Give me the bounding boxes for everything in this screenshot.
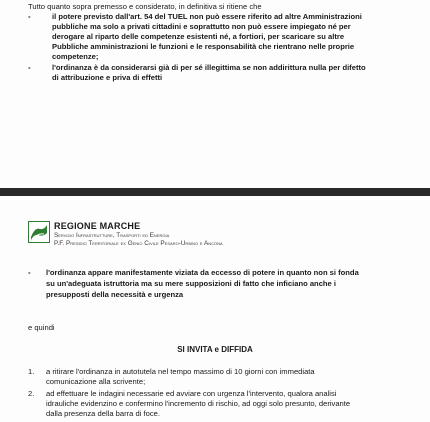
bullet1-line: derogare al riparto delle competenze esistenti né, a fortiori, per scaricare su altre bbox=[52, 32, 345, 41]
bullet1-line: competenze; bbox=[52, 52, 99, 61]
bullet-line: l'ordinanza appare manifestamente viziata da eccesso di potere in quanto non si fonda bbox=[46, 268, 359, 277]
header-subtitle: Servizio Infrastrutture, Trasporti ed Energia bbox=[54, 232, 170, 239]
bullet-dash: - bbox=[28, 12, 31, 21]
item-number: 1. bbox=[28, 367, 35, 376]
page-separator bbox=[0, 188, 430, 196]
item2-line: idrauliche evidenzino e confermino l'incremento di rischio, ad oggi solo presunto, derivante bbox=[46, 399, 351, 408]
item1-line: comunicazione alla scrivente; bbox=[46, 377, 146, 386]
item1-line: a ritirare l'ordinanza in autotutela nel tempo massimo di 10 giorni con immediata bbox=[46, 367, 315, 376]
header-title: REGIONE MARCHE bbox=[54, 221, 141, 231]
regione-marche-logo-icon bbox=[28, 221, 50, 243]
bullet-dash: - bbox=[28, 63, 31, 72]
item-number: 2. bbox=[28, 389, 35, 398]
intro-text: Tutto quanto sopra premesso e considerato, in definitiva si ritiene che bbox=[28, 2, 262, 11]
header-subtitle: P.F. Presidio Territoriale ex Genio Civile Pesaro-Urbino e Ancona bbox=[54, 240, 223, 247]
item2-line: dalla presenza della barra di foce. bbox=[46, 409, 160, 418]
bullet1-line: il potere previsto dall'art. 54 del TUEL non può essere riferito ad altre Amministrazioni bbox=[52, 12, 362, 21]
bullet1-line: Pubbliche amministrazioni le funzioni e le responsabilità che rientrano nelle proprie bbox=[52, 42, 355, 51]
bullet1-line: pubbliche ma solo a privati cittadini e soprattutto non può essere impiegato né per bbox=[52, 22, 351, 31]
bullet2-line: di attribuzione e priva di effetti bbox=[52, 73, 163, 82]
bullet-dash: - bbox=[28, 268, 31, 277]
document-page-1 bbox=[0, 0, 430, 188]
item2-line: ad effettuare le indagini necessarie ed avviare con urgenza l'intervento, qualora analisi bbox=[46, 389, 337, 398]
heading-si-invita: SI INVITA e DIFFIDA bbox=[177, 345, 253, 354]
bullet-line: presupposti della necessità e urgenza bbox=[46, 290, 184, 299]
bullet2-line: l'ordinanza è da considerarsi già di per sé illegittima se non addirittura nulla per difetto bbox=[52, 63, 366, 72]
bullet-line: su un'adeguata istruttoria ma su mere supposizioni di fatto che inficiano anche i bbox=[46, 279, 336, 288]
e-quindi-text: e quindi bbox=[28, 323, 55, 332]
